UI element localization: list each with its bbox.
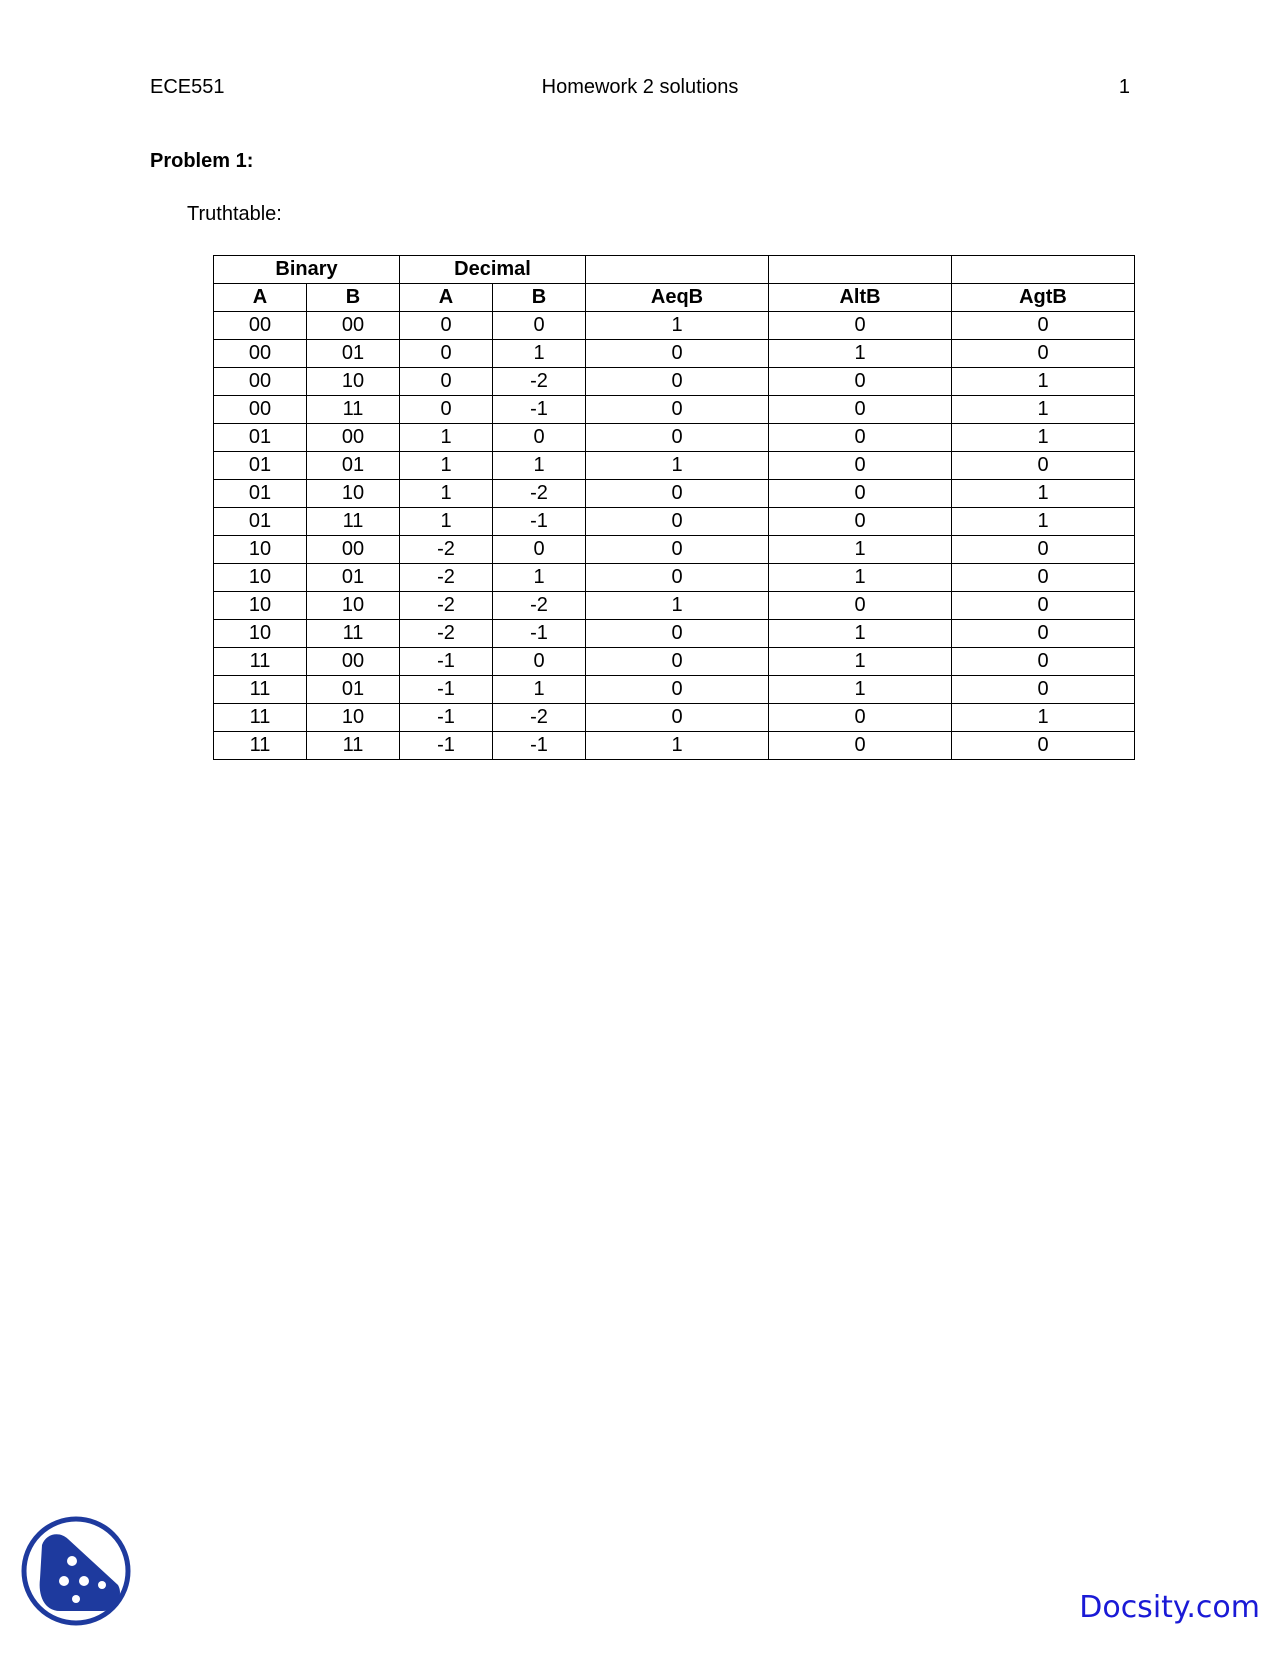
cell-decimal-a: -1 <box>400 732 493 760</box>
cell-agtb: 1 <box>952 508 1135 536</box>
cell-decimal-b: -2 <box>493 368 586 396</box>
table-row <box>214 368 1135 396</box>
col-header-agtb: AgtB <box>952 284 1135 312</box>
problem-heading: Problem 1: <box>150 150 254 172</box>
cell-aeqb: 0 <box>586 340 769 368</box>
col-header-altb: AltB <box>769 284 952 312</box>
cell-agtb: 0 <box>952 340 1135 368</box>
col-header-aeqb: AeqB <box>586 284 769 312</box>
cell-aeqb: 0 <box>586 536 769 564</box>
cell-binary-a: 00 <box>214 312 307 340</box>
table-row <box>214 620 1135 648</box>
cell-binary-a: 10 <box>214 592 307 620</box>
cell-aeqb: 1 <box>586 732 769 760</box>
cell-decimal-a: 0 <box>400 396 493 424</box>
cell-agtb: 0 <box>952 592 1135 620</box>
cell-agtb: 1 <box>952 704 1135 732</box>
table-row <box>214 564 1135 592</box>
cell-aeqb: 1 <box>586 452 769 480</box>
cell-binary-a: 10 <box>214 536 307 564</box>
cell-decimal-b: 0 <box>493 424 586 452</box>
table-row <box>214 452 1135 480</box>
cell-aeqb: 1 <box>586 592 769 620</box>
cell-agtb: 0 <box>952 564 1135 592</box>
cell-decimal-a: -2 <box>400 564 493 592</box>
col-header-binary-b: B <box>307 284 400 312</box>
cell-aeqb: 1 <box>586 312 769 340</box>
cell-decimal-a: -1 <box>400 648 493 676</box>
cell-decimal-a: -1 <box>400 704 493 732</box>
cell-binary-b: 11 <box>307 732 400 760</box>
cell-aeqb: 0 <box>586 676 769 704</box>
cell-agtb: 1 <box>952 368 1135 396</box>
cell-binary-b: 01 <box>307 340 400 368</box>
cell-aeqb: 0 <box>586 396 769 424</box>
cell-altb: 0 <box>769 704 952 732</box>
cell-agtb: 0 <box>952 452 1135 480</box>
cell-altb: 1 <box>769 676 952 704</box>
cell-aeqb: 0 <box>586 704 769 732</box>
cell-decimal-a: 0 <box>400 368 493 396</box>
table-row <box>214 592 1135 620</box>
table-caption: Truthtable: <box>187 203 282 225</box>
cell-altb: 0 <box>769 368 952 396</box>
cell-altb: 0 <box>769 312 952 340</box>
group-header-row <box>214 256 1135 284</box>
cell-decimal-b: 0 <box>493 648 586 676</box>
cell-binary-b: 01 <box>307 564 400 592</box>
cell-binary-b: 10 <box>307 592 400 620</box>
cell-binary-b: 10 <box>307 480 400 508</box>
cell-altb: 0 <box>769 480 952 508</box>
table-row <box>214 648 1135 676</box>
course-code: ECE551 <box>150 76 225 98</box>
cell-decimal-a: 1 <box>400 452 493 480</box>
cell-binary-a: 01 <box>214 480 307 508</box>
cell-decimal-b: 1 <box>493 564 586 592</box>
cell-decimal-b: 1 <box>493 452 586 480</box>
cell-binary-b: 00 <box>307 648 400 676</box>
group-header-decimal: Decimal <box>400 256 586 284</box>
cell-agtb: 0 <box>952 620 1135 648</box>
cell-altb: 1 <box>769 564 952 592</box>
group-header-binary: Binary <box>214 256 400 284</box>
cell-decimal-a: 1 <box>400 424 493 452</box>
cell-decimal-a: -1 <box>400 676 493 704</box>
table-row <box>214 312 1135 340</box>
cell-binary-b: 01 <box>307 452 400 480</box>
cell-binary-b: 10 <box>307 368 400 396</box>
table-row <box>214 508 1135 536</box>
cell-agtb: 0 <box>952 648 1135 676</box>
cell-decimal-b: -1 <box>493 508 586 536</box>
docsity-ladybug-logo-icon <box>20 1515 132 1627</box>
cell-binary-a: 01 <box>214 424 307 452</box>
cell-binary-b: 00 <box>307 536 400 564</box>
column-header-row <box>214 284 1135 312</box>
cell-agtb: 1 <box>952 480 1135 508</box>
cell-binary-a: 10 <box>214 620 307 648</box>
cell-aeqb: 0 <box>586 508 769 536</box>
cell-binary-b: 01 <box>307 676 400 704</box>
cell-altb: 0 <box>769 424 952 452</box>
cell-binary-b: 11 <box>307 508 400 536</box>
cell-altb: 0 <box>769 592 952 620</box>
docsity-watermark: Docsity.com <box>1079 1590 1260 1625</box>
cell-binary-a: 10 <box>214 564 307 592</box>
table-row <box>214 424 1135 452</box>
cell-binary-b: 00 <box>307 312 400 340</box>
cell-decimal-a: 1 <box>400 480 493 508</box>
table-row <box>214 676 1135 704</box>
page-header <box>150 76 1130 106</box>
cell-binary-b: 11 <box>307 620 400 648</box>
cell-binary-a: 00 <box>214 396 307 424</box>
document-title: Homework 2 solutions <box>541 76 739 98</box>
cell-binary-a: 11 <box>214 648 307 676</box>
col-header-binary-a: A <box>214 284 307 312</box>
cell-agtb: 0 <box>952 312 1135 340</box>
cell-altb: 0 <box>769 508 952 536</box>
cell-binary-a: 01 <box>214 508 307 536</box>
cell-decimal-a: 0 <box>400 340 493 368</box>
cell-decimal-a: 1 <box>400 508 493 536</box>
cell-agtb: 0 <box>952 536 1135 564</box>
cell-binary-b: 10 <box>307 704 400 732</box>
cell-altb: 0 <box>769 732 952 760</box>
cell-altb: 1 <box>769 536 952 564</box>
table-row <box>214 704 1135 732</box>
cell-binary-a: 00 <box>214 340 307 368</box>
cell-binary-a: 01 <box>214 452 307 480</box>
cell-altb: 1 <box>769 648 952 676</box>
table-row <box>214 732 1135 760</box>
cell-decimal-b: -1 <box>493 732 586 760</box>
col-header-decimal-a: A <box>400 284 493 312</box>
truth-table <box>213 255 1135 760</box>
truth-table-body <box>214 312 1135 760</box>
cell-decimal-b: -2 <box>493 480 586 508</box>
table-row <box>214 536 1135 564</box>
page-number: 1 <box>1118 76 1130 98</box>
cell-aeqb: 0 <box>586 480 769 508</box>
cell-binary-a: 00 <box>214 368 307 396</box>
cell-altb: 1 <box>769 620 952 648</box>
cell-decimal-b: 1 <box>493 676 586 704</box>
cell-binary-b: 00 <box>307 424 400 452</box>
cell-decimal-b: -1 <box>493 620 586 648</box>
cell-binary-b: 11 <box>307 396 400 424</box>
table-row <box>214 396 1135 424</box>
cell-agtb: 0 <box>952 732 1135 760</box>
cell-binary-a: 11 <box>214 732 307 760</box>
cell-aeqb: 0 <box>586 564 769 592</box>
cell-aeqb: 0 <box>586 620 769 648</box>
cell-binary-a: 11 <box>214 676 307 704</box>
group-header-empty <box>586 256 769 284</box>
table-row <box>214 480 1135 508</box>
cell-decimal-b: -2 <box>493 704 586 732</box>
cell-aeqb: 0 <box>586 424 769 452</box>
cell-altb: 1 <box>769 340 952 368</box>
group-header-empty <box>769 256 952 284</box>
group-header-empty <box>952 256 1135 284</box>
cell-binary-a: 11 <box>214 704 307 732</box>
cell-aeqb: 0 <box>586 648 769 676</box>
cell-decimal-b: 0 <box>493 312 586 340</box>
cell-decimal-a: -2 <box>400 536 493 564</box>
cell-decimal-b: 1 <box>493 340 586 368</box>
cell-decimal-b: -1 <box>493 396 586 424</box>
cell-decimal-a: -2 <box>400 592 493 620</box>
cell-altb: 0 <box>769 452 952 480</box>
cell-decimal-b: 0 <box>493 536 586 564</box>
cell-decimal-b: -2 <box>493 592 586 620</box>
col-header-decimal-b: B <box>493 284 586 312</box>
table-row <box>214 340 1135 368</box>
cell-agtb: 0 <box>952 676 1135 704</box>
cell-agtb: 1 <box>952 424 1135 452</box>
cell-altb: 0 <box>769 396 952 424</box>
cell-aeqb: 0 <box>586 368 769 396</box>
cell-decimal-a: -2 <box>400 620 493 648</box>
cell-decimal-a: 0 <box>400 312 493 340</box>
cell-agtb: 1 <box>952 396 1135 424</box>
